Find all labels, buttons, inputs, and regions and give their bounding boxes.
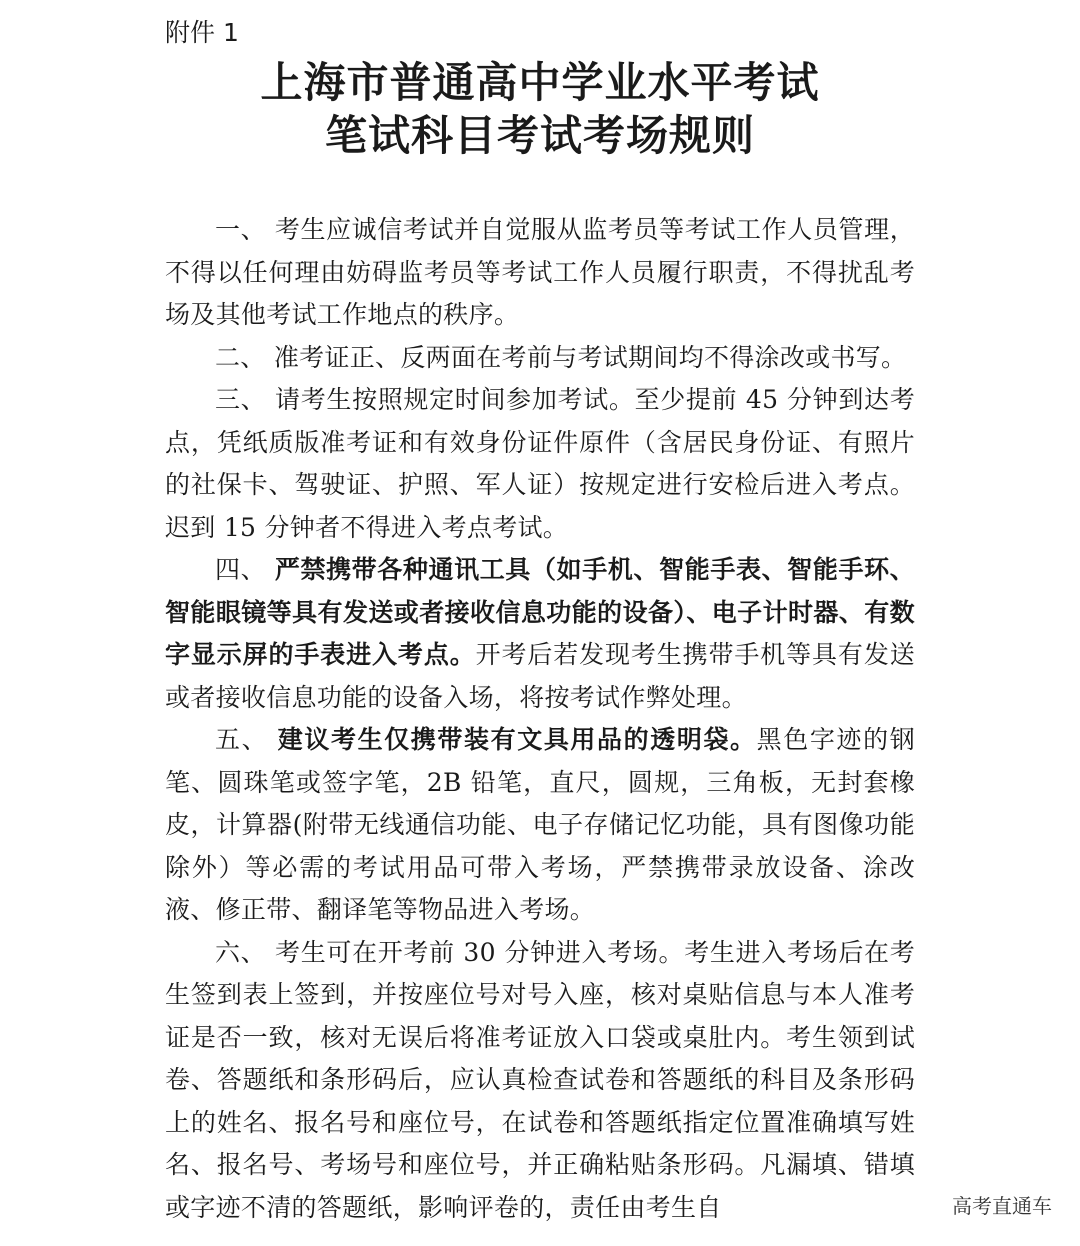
- watermark: 高考直通车: [952, 1194, 1052, 1218]
- rule-number: 一、: [215, 215, 267, 244]
- rule-paragraph-3: [165, 379, 915, 549]
- rule-number: 四、: [215, 555, 267, 584]
- rule-text: 黑色字迹的钢笔、圆珠笔或签字笔，2B 铅笔，直尺，圆规，三角板，无封套橡皮，计算器(附带无线通信功能、电子存储记忆功能，具有图像功能除外）等必需的考试用品可带入考场，严禁携带录放设备、涂改液、修正带、翻译笔等物品进入考场。: [165, 725, 915, 924]
- rule-paragraph-2: [165, 337, 915, 380]
- rule-number: 三、: [215, 385, 267, 414]
- rule-paragraph-1: [165, 209, 915, 337]
- document-body: [165, 209, 915, 1229]
- document-title-line1: 上海市普通高中学业水平考试: [260, 58, 820, 107]
- document-title-line2: 笔试科目考试考场规则: [324, 111, 755, 160]
- rule-paragraph-6: [165, 932, 915, 1230]
- rule-text: 请考生按照规定时间参加考试。至少提前 45 分钟到达考点，凭纸质版准考证和有效身份证件原件（含居民身份证、有照片的社保卡、驾驶证、护照、军人证）按规定进行安检后进入考点。迟到 15 分钟者不得进入考点考试。: [165, 385, 916, 542]
- attachment-label: 附件 1: [165, 18, 239, 47]
- rule-text: 考生可在开考前 30 分钟进入考场。考生进入考场后在考生签到表上签到，并按座位号对号入座，核对桌贴信息与本人准考证是否一致，核对无误后将准考证放入口袋或桌肚内。考生领到试卷、答题纸和条形码后，应认真检查试卷和答题纸的科目及条形码上的姓名、报名号和座位号，在试卷和答题纸指定位置准确填写姓名、报名号、考场号和座位号，并正确粘贴条形码。凡漏填、错填或字迹不清的答题纸，影响评卷的，责任由考生自: [165, 937, 916, 1222]
- rule-number: 六、: [215, 937, 267, 967]
- rule-paragraph-4: [165, 549, 915, 719]
- rule-bold-text: 建议考生仅携带装有文具用品的透明袋。: [277, 725, 757, 754]
- rule-number: 五、: [215, 725, 269, 754]
- rule-bold-text: 严禁携带各种通讯工具（如手机、智能手表、智能手环、智能眼镜等具有发送或者接收信息功能的设备）、电子计时器、有数字显示屏的手表进入考点。: [165, 555, 915, 669]
- rule-number: 二、: [215, 342, 266, 372]
- rule-text: 准考证正、反两面在考前与考试期间均不得涂改或书写。: [273, 342, 907, 372]
- rule-text: 开考后若发现考生携带手机等具有发送或者接收信息功能的设备入场，将按考试作弊处理。: [165, 640, 915, 712]
- rule-paragraph-5: [165, 719, 915, 932]
- rule-text: 考生应诚信考试并自觉服从监考员等考试工作人员管理，不得以任何理由妨碍监考员等考试工作人员履行职责，不得扰乱考场及其他考试工作地点的秩序。: [165, 215, 915, 329]
